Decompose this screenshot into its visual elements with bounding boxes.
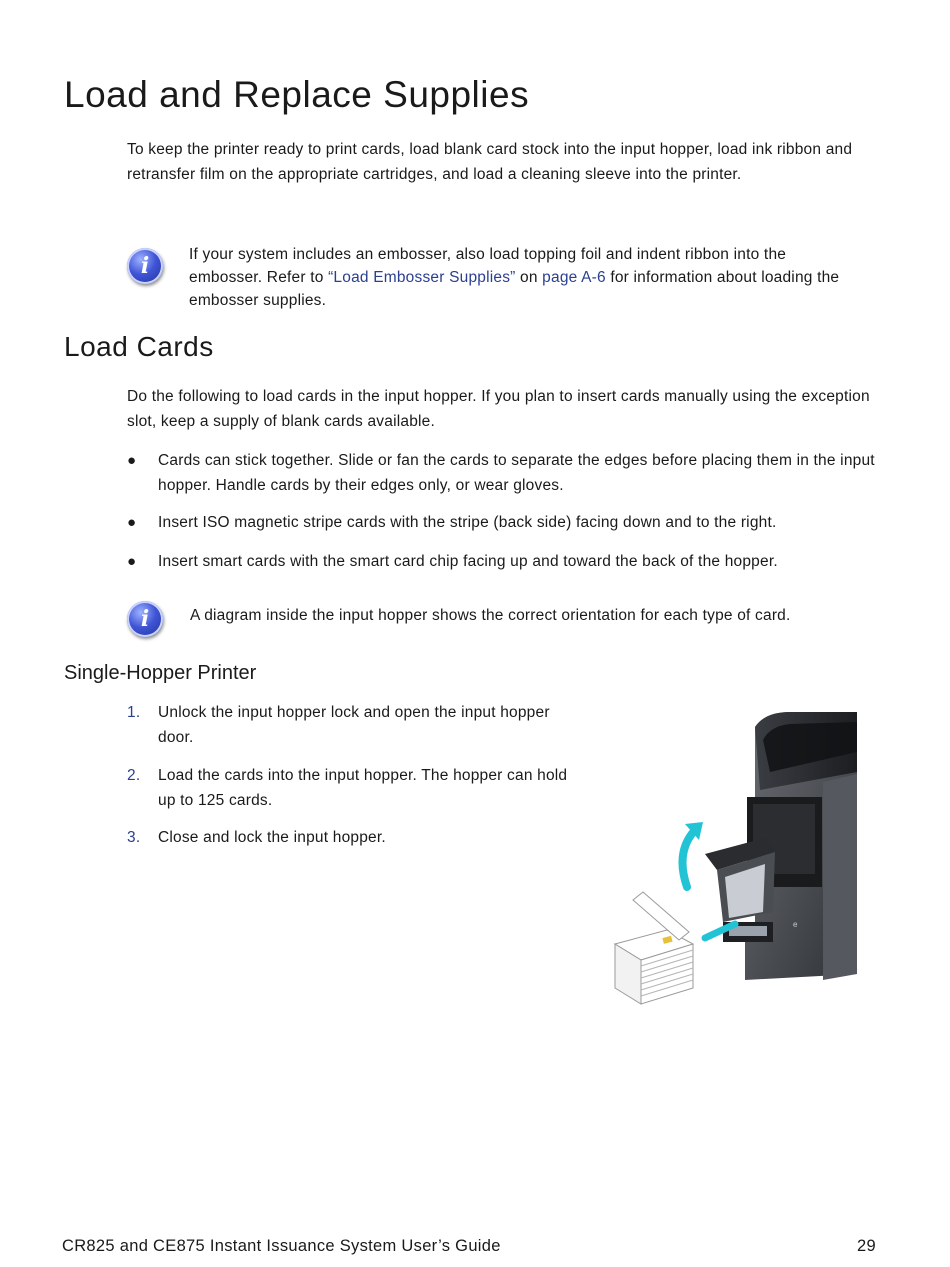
info-icon: i (127, 248, 163, 284)
step-text: Load the cards into the input hopper. The hopper can hold up to 125 cards. (158, 767, 568, 809)
bullet-marker: ● (127, 553, 137, 570)
list-item (127, 826, 587, 852)
step-number: 3. (127, 829, 141, 846)
bullet-text: Insert smart cards with the smart card chip facing up and toward the back of the hopper. (158, 553, 778, 570)
step-number: 2. (127, 767, 141, 784)
bullet-text: Cards can stick together. Slide or fan the cards to separate the edges before placing them in the input hopper. Handle cards by their edges only, or wear gloves. (158, 452, 875, 494)
list-item (127, 511, 887, 537)
note-text-before: If your system includes an embosser, also load topping foil and indent ribbon into the embosser. Refer to (189, 246, 787, 286)
info-icon: i (127, 601, 163, 637)
load-embosser-supplies-link[interactable]: “Load Embosser Supplies” (328, 269, 516, 286)
embosser-note (189, 243, 859, 312)
page-title: Load and Replace Supplies (64, 74, 530, 115)
list-item (127, 701, 587, 751)
step-text: Unlock the input hopper lock and open the input hopper door. (158, 704, 550, 746)
page-a6-link[interactable]: page A-6 (542, 269, 606, 286)
footer-page-number: 29 (857, 1237, 876, 1255)
orientation-note: A diagram inside the input hopper shows the correct orientation for each type of card. (190, 607, 791, 624)
step-number: 1. (127, 704, 141, 721)
list-item (127, 764, 587, 814)
bullet-text: Insert ISO magnetic stripe cards with the stripe (back side) facing down and to the right. (158, 514, 777, 531)
list-item (127, 550, 887, 576)
step-text: Close and lock the input hopper. (158, 829, 386, 846)
note-text-after: for information about loading the embosser supplies. (189, 269, 840, 309)
svg-text:e: e (793, 920, 798, 929)
section-intro: Do the following to load cards in the input hopper. If you plan to insert cards manually using the exception slot, keep a supply of blank cards available. (127, 388, 870, 430)
bullet-marker: ● (127, 452, 137, 469)
subsection-title: Single-Hopper Printer (64, 662, 257, 684)
bullet-marker: ● (127, 514, 137, 531)
intro-paragraph: To keep the printer ready to print cards, load blank card stock into the input hopper, load ink ribbon and retransfer film on the appropriate cartridges, and load a cleaning sleeve into the printer. (127, 141, 853, 183)
note-text-middle: on (515, 269, 543, 286)
section-title: Load Cards (64, 331, 214, 362)
printer-illustration (605, 712, 860, 1010)
list-item (127, 449, 887, 499)
footer-guide-title: CR825 and CE875 Instant Issuance System User’s Guide (62, 1237, 501, 1255)
